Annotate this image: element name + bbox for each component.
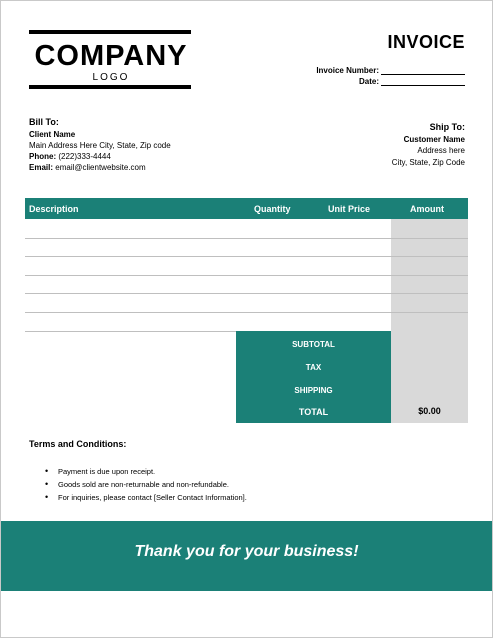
terms-item: • Payment is due upon receipt.: [45, 465, 247, 478]
col-amount: Amount: [410, 204, 444, 214]
subtotal-label: SUBTOTAL: [292, 340, 335, 349]
client-phone: (222)333-4444: [58, 152, 111, 161]
col-unit-price: Unit Price: [328, 204, 371, 214]
bill-to-heading: Bill To:: [29, 117, 59, 127]
email-label: Email:: [29, 163, 54, 172]
date-field[interactable]: [381, 78, 465, 86]
thank-you-message: Thank you for your business!: [134, 543, 359, 560]
client-email-row: [29, 162, 171, 173]
company-logo-sub: LOGO: [92, 72, 130, 83]
client-name: Client Name: [29, 130, 76, 139]
table-row-divider: [25, 238, 468, 239]
total-value: $0.00: [418, 406, 441, 416]
shipping-label: SHIPPING: [294, 386, 333, 395]
phone-label: Phone:: [29, 152, 57, 161]
terms-item: • For inquiries, please contact [Seller Contact Information].: [45, 491, 247, 504]
client-address: Main Address Here City, State, Zip code: [29, 141, 171, 150]
table-row-divider: [25, 312, 468, 313]
logo-bottom-bar: [29, 85, 191, 89]
date-row: [359, 77, 465, 86]
client-phone-row: [29, 151, 171, 162]
invoice-number-label: Invoice Number:: [316, 66, 379, 75]
table-row-divider: [25, 256, 468, 257]
table-row-divider: [25, 275, 468, 276]
terms-heading: Terms and Conditions:: [29, 439, 127, 449]
footer-banner: [1, 521, 492, 591]
ship-address-2: City, State, Zip Code: [391, 157, 465, 167]
col-description: Description: [29, 204, 79, 214]
ship-to-block: [392, 122, 465, 168]
ship-to-heading: Ship To:: [429, 122, 465, 132]
date-label: Date:: [358, 77, 379, 86]
invoice-number-field[interactable]: [381, 67, 465, 75]
invoice-number-row: [316, 66, 465, 75]
company-logo-name: COMPANY: [34, 40, 188, 72]
total-label: TOTAL: [298, 407, 329, 417]
invoice-title: INVOICE: [387, 32, 465, 52]
customer-name: Customer Name: [403, 134, 465, 144]
logo-top-bar: [29, 30, 191, 34]
ship-address-1: Address here: [417, 146, 465, 155]
client-email: email@clientwebsite.com: [55, 163, 146, 172]
terms-item: • Goods sold are non-returnable and non-refundable.: [45, 478, 247, 491]
terms-list: [45, 465, 247, 504]
tax-label: TAX: [305, 363, 322, 372]
items-table-header: [25, 198, 468, 219]
bill-to-block: [29, 117, 171, 173]
col-quantity: Quantity: [254, 204, 291, 214]
table-row-divider: [25, 293, 468, 294]
